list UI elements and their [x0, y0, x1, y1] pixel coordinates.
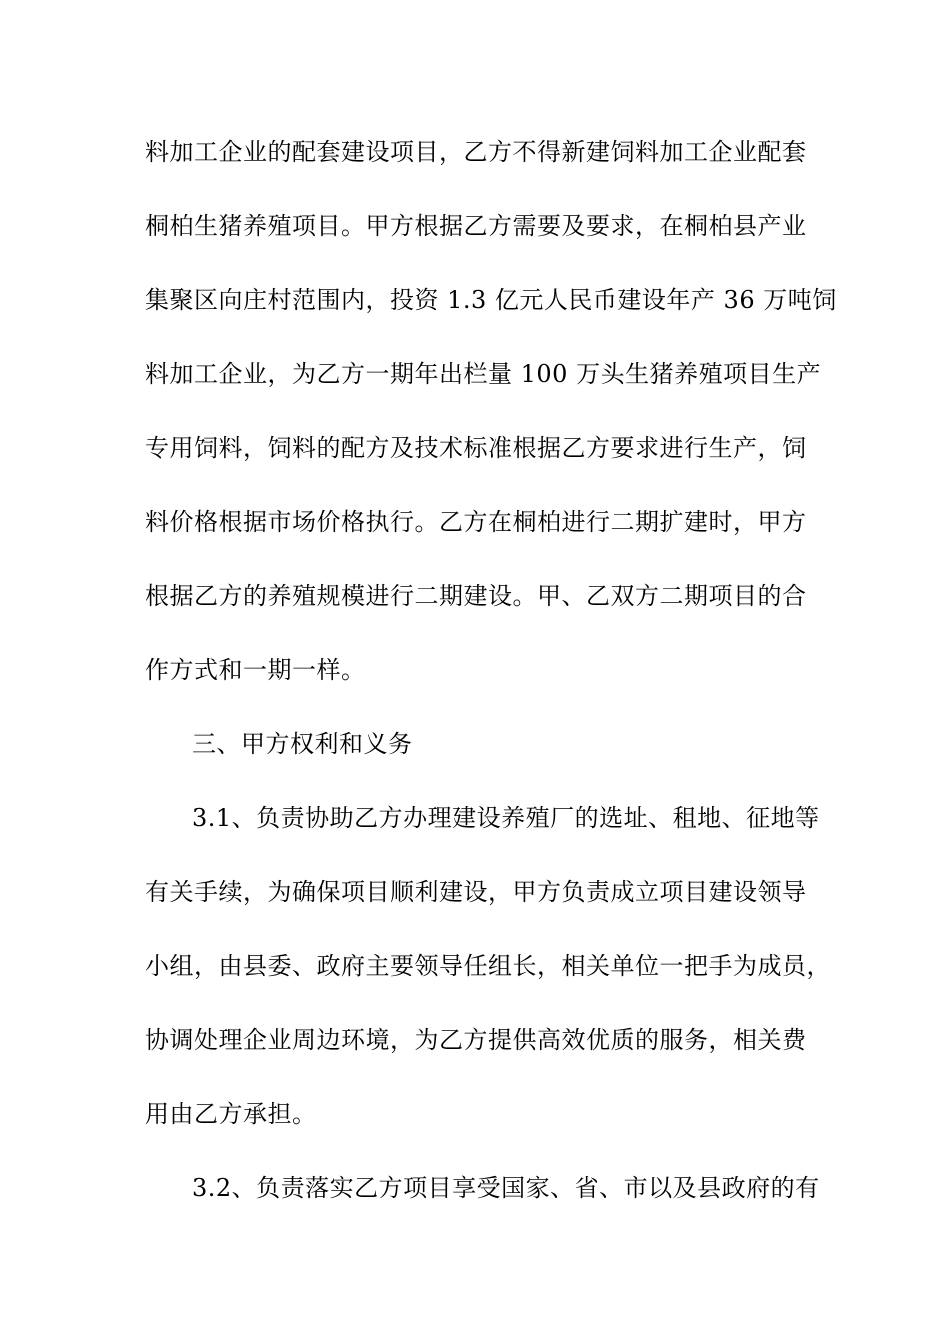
text-line: 用由乙方承担。	[145, 1100, 317, 1128]
text-line: 料价格根据市场价格执行。乙方在桐柏进行二期扩建时，甲方	[145, 508, 807, 536]
text-line: 集聚区向庄村范围内，投资 1.3 亿元人民币建设年产 36 万吨饲	[145, 286, 837, 314]
text-line: 料加工企业，为乙方一期年出栏量 100 万头生猪养殖项目生产	[145, 360, 822, 388]
text-line: 专用饲料，饲料的配方及技术标准根据乙方要求进行生产，饲	[145, 434, 807, 462]
text-line: 有关手续，为确保项目顺利建设，甲方负责成立项目建设领导	[145, 878, 807, 906]
clause-3-2-start: 3.2、负责落实乙方项目享受国家、省、市以及县政府的有	[192, 1174, 820, 1202]
text-line: 作方式和一期一样。	[145, 656, 366, 684]
text-line: 料加工企业的配套建设项目，乙方不得新建饲料加工企业配套	[145, 138, 807, 166]
clause-3-1-start: 3.1、负责协助乙方办理建设养殖厂的选址、租地、征地等	[192, 804, 820, 832]
text-line: 桐柏生猪养殖项目。甲方根据乙方需要及要求，在桐柏县产业	[145, 212, 807, 240]
section-heading: 三、甲方权利和义务	[192, 730, 413, 758]
text-line: 小组，由县委、政府主要领导任组长，相关单位一把手为成员，	[145, 952, 831, 980]
text-line: 协调处理企业周边环境，为乙方提供高效优质的服务，相关费	[145, 1026, 807, 1054]
text-line: 根据乙方的养殖规模进行二期建设。甲、乙双方二期项目的合	[145, 582, 807, 610]
